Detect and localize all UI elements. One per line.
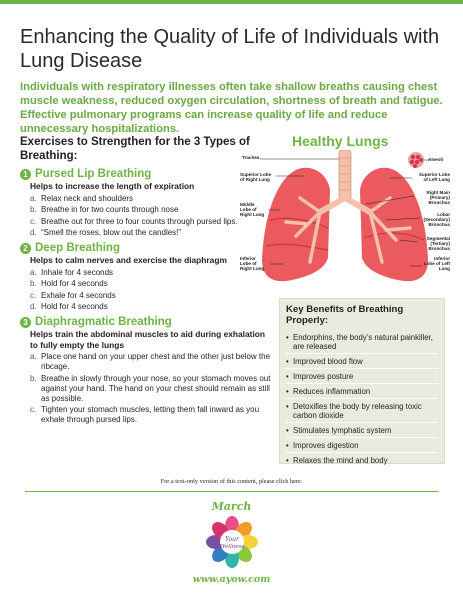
step-text: Breathe in slowly through your nose, so your stomach moves out against your hand. The hand on your chest should remain as still as possible.: [41, 373, 271, 403]
section-number-badge: 2: [20, 243, 31, 254]
label-middle-right: Middle Lobe of Right Lung: [240, 202, 265, 218]
exercises-column: [20, 135, 275, 427]
step-text: Hold for 4 seconds: [41, 279, 108, 288]
section-steps-list: [30, 268, 275, 313]
step-text: Relax neck and shoulders: [41, 193, 134, 203]
benefits-panel: [279, 298, 445, 464]
intro-paragraph: Individuals with respiratory illnesses often take shallow breaths causing chest muscle weakness, reduced oxygen circulation, shortness of breath and fatigue. Effective pulmonary programs can increase quality of life and reduce unnecessary hospitalizations.: [20, 81, 443, 135]
step-letter: c.: [30, 216, 37, 226]
trachea-shape: [339, 150, 351, 200]
step-text: Hold for 4 seconds: [41, 302, 108, 311]
step-letter: b.: [30, 373, 37, 383]
step-text: Breathe out for three to four counts through pursed lips.: [41, 216, 238, 226]
benefit-text: Relaxes the mind and body: [293, 455, 388, 465]
bullet-icon: •: [286, 425, 289, 435]
label-superior-left: Superior Lobe of Left Lung: [418, 172, 450, 183]
list-item: [286, 423, 438, 438]
label-alveoli: Alveoli: [428, 157, 444, 162]
label-superior-right: Superior Lobe of Right Lung: [240, 172, 272, 183]
step-letter: c.: [30, 290, 37, 300]
benefit-text: Stimulates lymphatic system: [293, 425, 392, 435]
list-item: [286, 453, 438, 467]
svg-text:Your: Your: [225, 536, 239, 543]
website-link[interactable]: www.ayow.com: [192, 574, 271, 585]
step-letter: d.: [30, 228, 37, 237]
label-inferior-left: Inferior Lobe of Left Lung: [423, 256, 450, 272]
step-letter: a.: [30, 352, 37, 361]
list-item: [286, 399, 438, 423]
bullet-icon: •: [286, 332, 289, 342]
lungs-diagram: [240, 150, 450, 295]
svg-text:Wellness: Wellness: [219, 544, 245, 550]
left-lung-shape: [360, 168, 428, 281]
label-lobar-bronchus: Lobar (Secondary) Bronchus: [423, 212, 450, 228]
page-title: Enhancing the Quality of Life of Individuals with Lung Disease: [20, 26, 440, 73]
lungs-diagram-title: Healthy Lungs: [292, 133, 389, 149]
label-inferior-right: Inferior Lobe of Right Lung: [240, 256, 265, 272]
list-item: [30, 228, 275, 238]
list-item: [286, 354, 438, 369]
section-subtitle: Helps to increase the length of expiration: [30, 181, 195, 191]
step-text: “Smell the roses, blow out the candles!”: [41, 228, 182, 237]
section-title: Diaphragmatic Breathing: [35, 316, 172, 328]
benefit-text: Improves posture: [293, 371, 354, 381]
text-only-version-link[interactable]: For a text-only version of this content, please click here.: [160, 478, 303, 485]
step-text: Breathe in for two counts through nose: [41, 205, 179, 214]
list-item: [30, 302, 275, 312]
alveoli-cluster: [408, 152, 424, 168]
benefit-text: Reduces inflammation: [293, 386, 371, 396]
section-deep-breathing-header: [20, 242, 275, 254]
benefit-text: Endorphins, the body’s natural painkiller, are released: [293, 332, 433, 351]
list-item: [286, 369, 438, 384]
step-letter: a.: [30, 267, 37, 277]
section-diaphragmatic-header: [20, 316, 275, 328]
month-label: March: [211, 500, 252, 513]
section-title: Pursed Lip Breathing: [35, 168, 152, 180]
bullet-icon: •: [286, 455, 289, 465]
label-segmental-bronchus: Segmental (Tertiary) Bronchus: [426, 236, 450, 252]
list-item: [30, 217, 275, 227]
bullet-icon: •: [286, 386, 289, 396]
section-title: Deep Breathing: [35, 242, 120, 254]
list-item: [30, 352, 275, 372]
list-item: [286, 438, 438, 453]
benefits-list: [286, 330, 438, 467]
bullet-icon: •: [286, 440, 289, 450]
benefit-text: Improves digestion: [293, 440, 359, 450]
step-letter: c.: [30, 405, 37, 414]
step-text: Tighten your stomach muscles, letting them fall inward as you exhale through pursed lips.: [41, 405, 260, 424]
bullet-icon: •: [286, 371, 289, 381]
label-right-main-bronchus: Right Main (Primary) Bronchus: [426, 190, 450, 206]
bullet-icon: •: [286, 401, 289, 411]
section-steps-list: [30, 194, 275, 239]
step-text: Place one hand on your upper chest and the other just below the ribcage.: [41, 352, 271, 371]
top-accent-bar: [0, 0, 463, 4]
step-letter: b.: [30, 279, 37, 288]
step-letter: d.: [30, 302, 37, 311]
step-text: Inhale for 4 seconds: [41, 267, 114, 277]
section-steps-list: [30, 352, 275, 425]
exercises-title: Exercises to Strengthen for the 3 Types of Breathing:: [20, 136, 250, 162]
section-number-badge: 3: [20, 317, 31, 328]
benefit-text: Detoxifies the body by releasing toxic carbon dioxide: [293, 401, 422, 420]
list-item: [30, 291, 275, 301]
flower-logo-icon: [206, 516, 258, 568]
list-item: [30, 279, 275, 289]
section-pursed-lip-header: [20, 168, 275, 183]
list-item: [30, 374, 275, 404]
your-wellness-logo: [206, 516, 258, 568]
benefit-text: Improved blood flow: [293, 356, 363, 366]
list-item: [286, 330, 438, 354]
list-item: [30, 194, 275, 204]
footer-divider: [25, 491, 438, 492]
benefits-title: Key Benefits of Breathing Properly:: [286, 304, 404, 326]
step-letter: b.: [30, 205, 37, 214]
step-text: Exhale for 4 seconds: [41, 290, 116, 300]
label-trachea: Trachea: [242, 155, 260, 160]
section-number-badge: 1: [20, 169, 31, 180]
step-letter: a.: [30, 193, 37, 203]
list-item: [30, 205, 275, 215]
list-item: [286, 384, 438, 399]
list-item: [30, 268, 275, 278]
bullet-icon: •: [286, 356, 289, 366]
list-item: [30, 405, 275, 425]
section-subtitle: Helps train the abdominal muscles to aid during exhalation to fully empty the lungs: [30, 329, 266, 350]
section-subtitle: Helps to calm nerves and exercise the diaphragm: [30, 255, 227, 265]
